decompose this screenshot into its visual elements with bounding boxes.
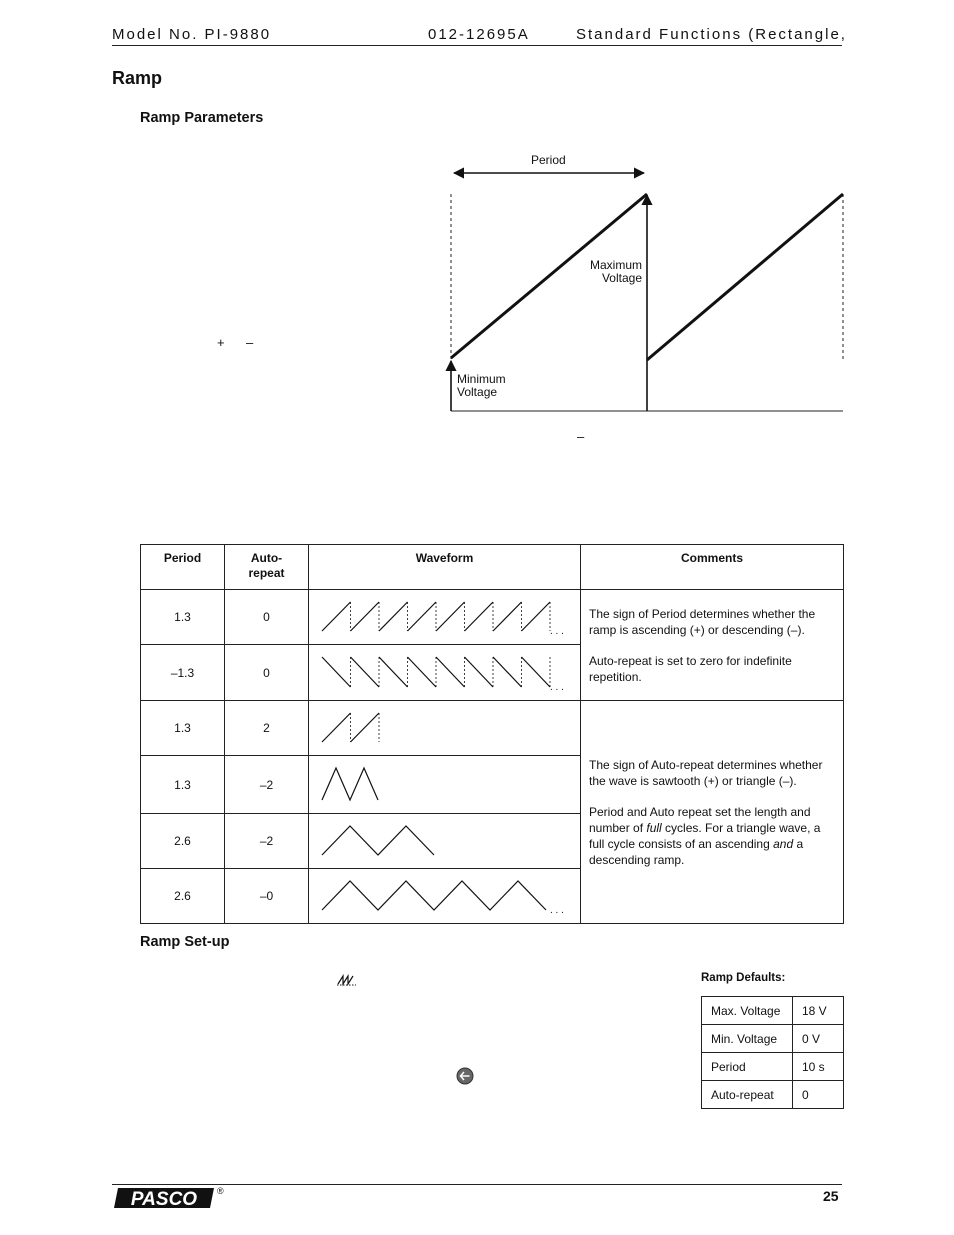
waveform-graphic: [309, 590, 581, 644]
table-row: [702, 997, 844, 1025]
header-waveform: Waveform: [309, 545, 581, 590]
table-header-row: [141, 545, 844, 590]
plus-symbol: +: [217, 335, 225, 350]
comments-cell: The sign of Auto-repeat determines whether the wave is sawtooth (+) or triangle (–). Period and Auto repeat set the length and number of full cycles. For a triangle wave, a full cycle consists of an ascending and a descending ramp.: [581, 701, 844, 924]
ramp-stroke: [436, 602, 465, 631]
ramp-stroke: [436, 657, 465, 687]
ramp-stroke: [465, 657, 494, 687]
ramp-stroke: [379, 602, 408, 631]
auto-repeat-cell: –2: [225, 814, 309, 869]
minus-symbol-2: –: [577, 429, 585, 444]
waveform-graphic: [309, 701, 581, 755]
default-label: Min. Voltage: [702, 1025, 793, 1053]
default-label: Max. Voltage: [702, 997, 793, 1025]
auto-repeat-cell: 2: [225, 701, 309, 756]
default-value: 18 V: [793, 997, 844, 1025]
default-label: Auto-repeat: [702, 1081, 793, 1109]
ramp-stroke: [465, 602, 494, 631]
min-voltage-label: Minimum Voltage: [457, 372, 506, 399]
ramp-examples-table: [140, 544, 844, 924]
ramp-stroke: [351, 713, 380, 742]
period-cell: 1.3: [141, 590, 225, 645]
ramp-wave-icon: [337, 974, 357, 986]
continuation-ellipsis: . . .: [550, 682, 564, 693]
params-heading: Ramp Parameters: [140, 110, 264, 126]
back-arrow-icon[interactable]: [456, 1067, 474, 1085]
waveform-graphic: [309, 645, 581, 700]
ramp-stroke: [493, 602, 522, 631]
ramp-stroke: [379, 657, 408, 687]
default-value: 0: [793, 1081, 844, 1109]
ramp-stroke: [493, 657, 522, 687]
registered-mark: ®: [217, 1186, 224, 1196]
header-comments: Comments: [581, 545, 844, 590]
ramp-stroke: [408, 657, 437, 687]
ramp-stroke: [351, 602, 380, 631]
ramp-stroke: [351, 657, 380, 687]
max-voltage-label: Maximum Voltage: [589, 258, 642, 285]
waveform-cell: [309, 814, 581, 869]
default-value: 10 s: [793, 1053, 844, 1081]
ramp-defaults-table: [701, 996, 844, 1109]
triangle-stroke: [322, 881, 546, 910]
waveform-cell: [309, 756, 581, 814]
auto-repeat-cell: –2: [225, 756, 309, 814]
header-doc-number: 012-12695A: [428, 26, 530, 43]
ramp-segment-2: [647, 194, 843, 360]
waveform-cell: [309, 869, 581, 924]
waveform-cell: [309, 590, 581, 645]
header-auto-repeat: Auto- repeat: [225, 545, 309, 590]
auto-repeat-cell: 0: [225, 590, 309, 645]
period-cell: 2.6: [141, 814, 225, 869]
waveform-graphic: [309, 756, 581, 813]
waveform-graphic: [309, 814, 581, 868]
table-row: [141, 701, 844, 756]
ramp-stroke: [322, 602, 351, 631]
ramp-stroke: [322, 657, 351, 687]
header-rule: [112, 45, 842, 46]
default-value: 0 V: [793, 1025, 844, 1053]
period-cell: 2.6: [141, 869, 225, 924]
page-number: 25: [823, 1188, 839, 1204]
waveform-cell: [309, 645, 581, 701]
ramp-stroke: [322, 713, 351, 742]
ramp-stroke: [408, 602, 437, 631]
ramp-stroke: [522, 602, 551, 631]
waveform-cell: [309, 701, 581, 756]
pasco-logo: [112, 1186, 216, 1210]
auto-repeat-cell: –0: [225, 869, 309, 924]
period-cell: –1.3: [141, 645, 225, 701]
section-title: Ramp: [112, 68, 163, 88]
continuation-ellipsis: . . .: [550, 905, 564, 916]
continuation-ellipsis: . . .: [550, 626, 564, 637]
table-row: [141, 590, 844, 645]
ramp-defaults-title: Ramp Defaults:: [701, 972, 786, 984]
period-cell: 1.3: [141, 701, 225, 756]
table-row: [702, 1081, 844, 1109]
comments-cell: The sign of Period determines whether the ramp is ascending (+) or descending (–). Auto-repeat is set to zero for indefinite repetition.: [581, 590, 844, 701]
period-label: Period: [531, 153, 566, 167]
table-row: [702, 1053, 844, 1081]
footer-rule: [112, 1184, 842, 1185]
setup-heading: Ramp Set-up: [140, 934, 230, 950]
header-section-title: Standard Functions (Rectangle,: [576, 26, 847, 43]
header-period: Period: [141, 545, 225, 590]
minus-symbol: –: [246, 335, 254, 350]
period-cell: 1.3: [141, 756, 225, 814]
default-label: Period: [702, 1053, 793, 1081]
svg-text:PASCO: PASCO: [130, 1189, 198, 1210]
triangle-stroke: [322, 768, 378, 800]
header-model: Model No. PI-9880: [112, 26, 272, 43]
auto-repeat-cell: 0: [225, 645, 309, 701]
triangle-stroke: [322, 826, 434, 855]
table-row: [702, 1025, 844, 1053]
waveform-graphic: [309, 869, 581, 923]
ramp-stroke: [522, 657, 551, 687]
